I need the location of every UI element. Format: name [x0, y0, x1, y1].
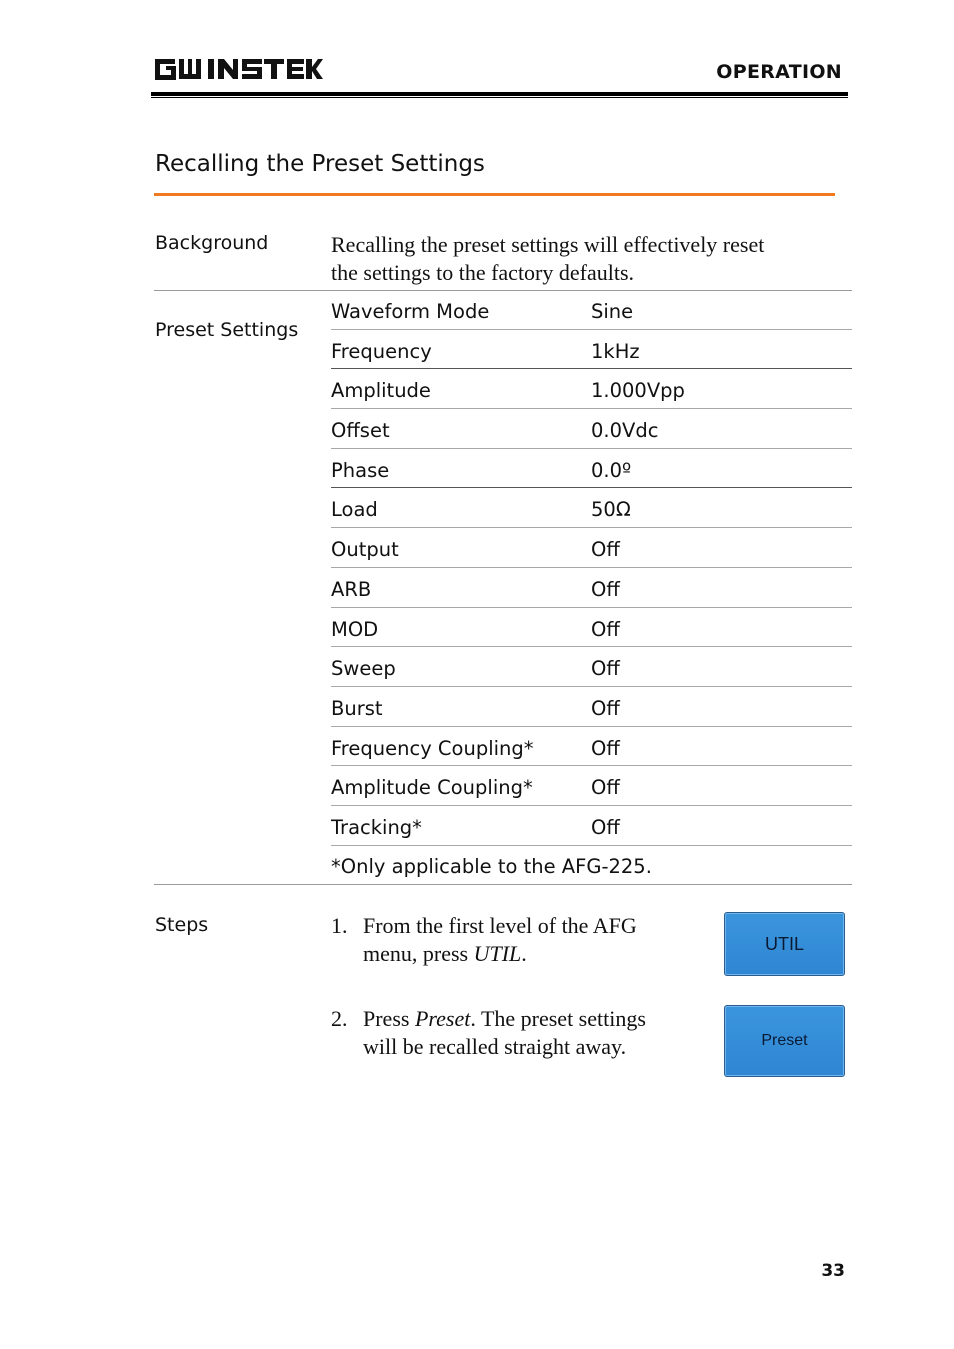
- setting-name: Offset: [331, 419, 390, 443]
- settings-row: [331, 330, 852, 370]
- setting-value: Off: [591, 617, 620, 641]
- step-1-line2: menu, press UTIL.: [363, 941, 527, 966]
- background-text: [331, 231, 831, 287]
- header-rule: [151, 92, 848, 96]
- util-keyword: UTIL: [473, 941, 522, 966]
- settings-row: [331, 290, 852, 330]
- title-underline: [154, 193, 835, 196]
- preset-button[interactable]: Preset: [724, 1005, 845, 1077]
- setting-value: Off: [591, 696, 620, 720]
- setting-name: Output: [331, 538, 399, 562]
- setting-name: Frequency Coupling*: [331, 736, 534, 760]
- background-text-line2: the settings to the factory defaults.: [331, 260, 635, 285]
- util-button[interactable]: UTIL: [724, 912, 845, 976]
- preset-settings-table: [331, 290, 852, 846]
- settings-row: [331, 449, 852, 489]
- preset-settings-label: Preset Settings: [155, 319, 299, 341]
- setting-value: Off: [591, 776, 620, 800]
- step-2-line2: will be recalled straight away.: [363, 1034, 627, 1059]
- settings-row: [331, 568, 852, 608]
- setting-name: Sweep: [331, 657, 396, 681]
- settings-row: [331, 647, 852, 687]
- setting-name: Waveform Mode: [331, 300, 490, 323]
- setting-value: Off: [591, 815, 620, 839]
- setting-value: 1.000Vpp: [591, 379, 685, 403]
- step-2-line1: Press Preset. The preset settings: [363, 1006, 646, 1031]
- setting-value: 50Ω: [591, 498, 631, 522]
- background-text-line1: Recalling the preset settings will effectively reset: [331, 232, 765, 257]
- gw-instek-logo: [153, 55, 323, 83]
- settings-row: [331, 608, 852, 648]
- header-rule-thin: [151, 97, 848, 98]
- settings-row: [331, 528, 852, 568]
- settings-row: [331, 727, 852, 767]
- settings-row: [331, 409, 852, 449]
- step-number: 2.: [331, 1006, 348, 1031]
- section-label: OPERATION: [716, 61, 842, 83]
- setting-value: 0.0º: [591, 458, 632, 482]
- background-label: Background: [155, 232, 269, 254]
- setting-name: Amplitude Coupling*: [331, 776, 533, 800]
- settings-row: [331, 369, 852, 409]
- setting-value: Off: [591, 538, 620, 562]
- applicability-note: *Only applicable to the AFG-225.: [331, 855, 652, 878]
- preset-keyword: Preset: [414, 1006, 471, 1031]
- step-1-line1: From the first level of the AFG: [363, 913, 637, 938]
- setting-name: Frequency: [331, 339, 432, 363]
- setting-name: MOD: [331, 617, 379, 641]
- setting-name: ARB: [331, 577, 372, 601]
- settings-row: [331, 806, 852, 846]
- setting-name: Phase: [331, 458, 390, 482]
- settings-row: [331, 687, 852, 727]
- page-number: 33: [821, 1261, 845, 1281]
- settings-row: [331, 488, 852, 528]
- setting-name: Tracking*: [331, 815, 422, 839]
- setting-value: Off: [591, 657, 620, 681]
- setting-value: 0.0Vdc: [591, 419, 659, 443]
- divider: [154, 884, 852, 885]
- setting-value: Sine: [591, 300, 634, 323]
- setting-value: 1kHz: [591, 339, 640, 363]
- setting-value: Off: [591, 736, 620, 760]
- setting-value: Off: [591, 577, 620, 601]
- steps-label: Steps: [155, 914, 209, 936]
- step-number: 1.: [331, 913, 348, 938]
- setting-name: Burst: [331, 696, 383, 720]
- settings-row: [331, 766, 852, 806]
- setting-name: Load: [331, 498, 378, 522]
- page-title: Recalling the Preset Settings: [155, 151, 485, 177]
- setting-name: Amplitude: [331, 379, 431, 403]
